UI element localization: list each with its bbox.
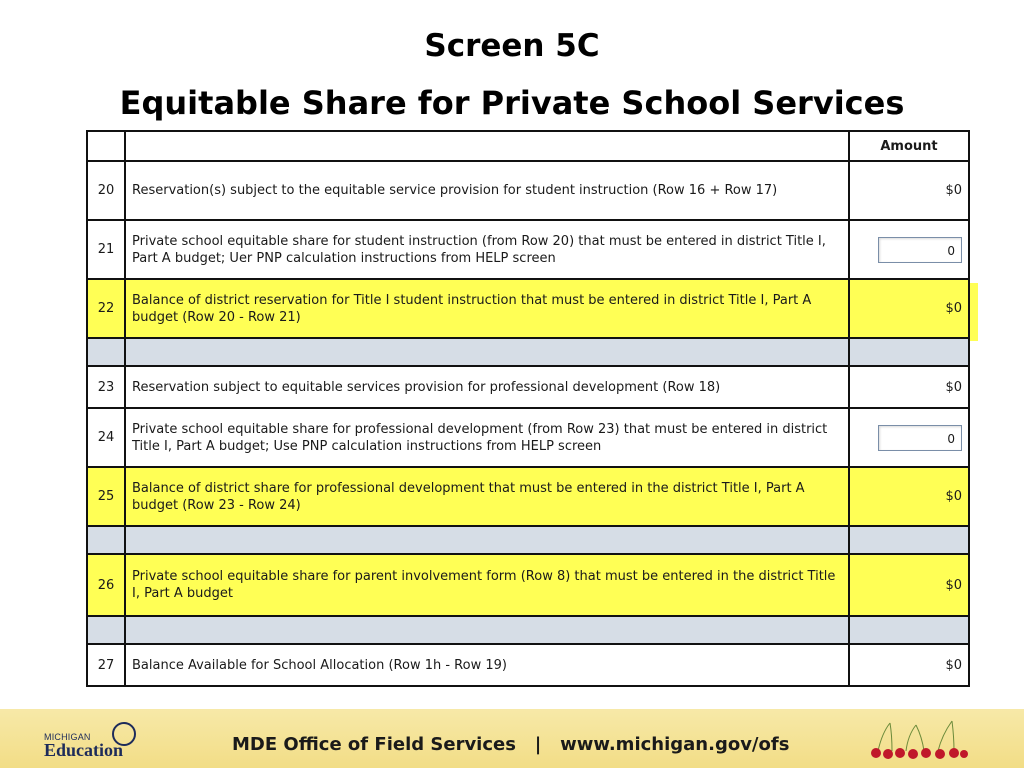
row-description: Balance Available for School Allocation (Row 1h - Row 19): [125, 644, 849, 686]
row-amount: $0: [849, 161, 969, 220]
header-description-cell: [125, 131, 849, 161]
separator-cell: [87, 338, 125, 366]
row-amount-cell: [849, 408, 969, 467]
amount-input-row-21[interactable]: 0: [878, 237, 962, 263]
row-number: 27: [87, 644, 125, 686]
row-amount-cell: [849, 220, 969, 279]
table-row-26: [87, 554, 969, 616]
table-header-row: [87, 131, 969, 161]
amount-input-row-24[interactable]: 0: [878, 425, 962, 451]
table-row-20: [87, 161, 969, 220]
row-amount: $0: [849, 366, 969, 408]
row-number: 24: [87, 408, 125, 467]
table-row-21: [87, 220, 969, 279]
table-row-25: [87, 467, 969, 526]
footer-text: MDE Office of Field Services | www.michigan.gov/ofs: [232, 734, 790, 755]
cherries-icon: [868, 715, 968, 763]
row-number: 26: [87, 554, 125, 616]
separator-cell: [125, 616, 849, 644]
page-subtitle: Equitable Share for Private School Services: [119, 84, 905, 122]
logo-education-text: Education: [44, 740, 124, 760]
table-row-22: [87, 279, 969, 338]
row-description: Balance of district share for professional development that must be entered in the district Title I, Part A budget (Row 23 - Row 24): [125, 467, 849, 526]
row-amount: $0: [849, 554, 969, 616]
row-amount: $0: [849, 467, 969, 526]
row-number: 25: [87, 467, 125, 526]
row-number: 22: [87, 279, 125, 338]
page-title: Screen 5C: [424, 28, 600, 64]
separator-row: [87, 616, 969, 644]
table-row-24: [87, 408, 969, 467]
separator-cell: [87, 616, 125, 644]
header-number-cell: [87, 131, 125, 161]
row-description: Reservation(s) subject to the equitable service provision for student instruction (Row 16 + Row 17): [125, 161, 849, 220]
separator-cell: [849, 526, 969, 554]
row-number: 21: [87, 220, 125, 279]
table-row-23: [87, 366, 969, 408]
separator-cell: [125, 338, 849, 366]
row-description: Balance of district reservation for Title I student instruction that must be entered in district Title I, Part A budget (Row 20 - Row 21): [125, 279, 849, 338]
row-amount: $0: [849, 279, 969, 338]
equitable-share-table: [86, 130, 970, 687]
row-number: 23: [87, 366, 125, 408]
row-description: Reservation subject to equitable services provision for professional development (Row 18): [125, 366, 849, 408]
state-seal-icon: [112, 722, 136, 746]
row-number: 20: [87, 161, 125, 220]
row-description: Private school equitable share for parent involvement form (Row 8) that must be entered in the district Title I, Part A budget: [125, 554, 849, 616]
logo-michigan-text: MICHIGAN: [44, 732, 91, 742]
separator-cell: [125, 526, 849, 554]
table-row-27: [87, 644, 969, 686]
row-description: Private school equitable share for professional development (from Row 23) that must be entered in district Title I, Part A budget; Use PNP calculation instructions from HELP screen: [125, 408, 849, 467]
separator-cell: [87, 526, 125, 554]
separator-row: [87, 338, 969, 366]
row-description: Private school equitable share for student instruction (from Row 20) that must be entered in district Title I, Part A budget; Uer PNP calculation instructions from HELP screen: [125, 220, 849, 279]
separator-cell: [849, 338, 969, 366]
separator-row: [87, 526, 969, 554]
separator-cell: [849, 616, 969, 644]
header-amount: Amount: [849, 131, 969, 161]
row-amount: $0: [849, 644, 969, 686]
